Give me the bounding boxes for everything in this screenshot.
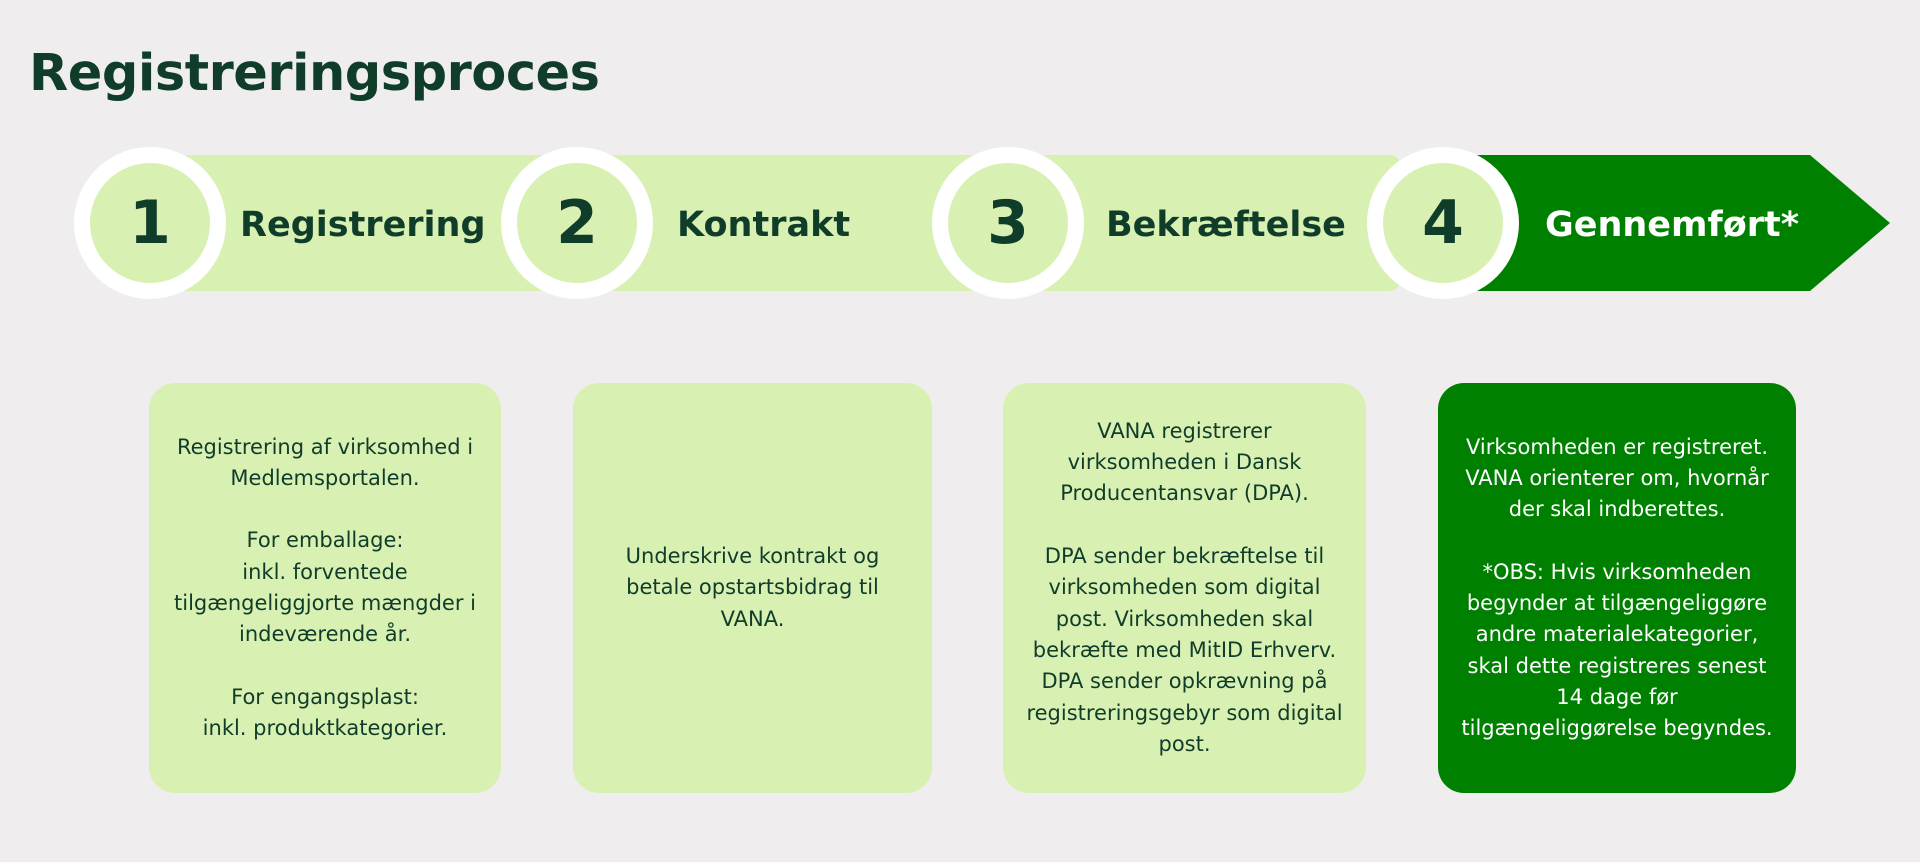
step-card-1 — [149, 383, 501, 793]
step-card-text: Registrering af virksomhed i Medlemsportalen. For emballage: inkl. forventede tilgængeliggjorte mængder i indeværende år. For engangsplast: inkl. produktkategorier. — [174, 434, 476, 741]
step-circle-4 — [1367, 147, 1519, 299]
step-circle-3 — [932, 147, 1084, 299]
step-card-4 — [1438, 383, 1796, 793]
step-card-3 — [1003, 383, 1366, 793]
step-number: 4 — [1422, 188, 1464, 258]
step-label-4: Gennemført* — [1545, 205, 1800, 245]
step-label-2: Kontrakt — [677, 205, 851, 245]
step-number: 1 — [129, 188, 171, 258]
step-number: 2 — [556, 188, 598, 258]
step-card-text: VANA registrerer virksomheden i Dansk Producentansvar (DPA). DPA sender bekræftelse til virksomheden som digital post. Virksomheden skal bekræfte med MitID Erhverv. DPA sender opkrævning på registreringsgebyr som digital post. — [1026, 418, 1343, 756]
step-label-3: Bekræftelse — [1106, 205, 1346, 245]
step-card-text: Underskrive kontrakt og betale opstartsbidrag til VANA. — [625, 544, 880, 631]
step-card-2 — [573, 383, 932, 793]
step-card-text: Virksomheden er registreret. VANA orienterer om, hvornår der skal indberettes. *OBS: Hvis virksomheden begynder at tilgængeliggøre andre materialekategorier, skal dette registreres senest 14 dage før tilgængeliggørelse begyndes. — [1461, 434, 1773, 741]
page-title: Registreringsproces — [29, 44, 600, 103]
step-circle-1 — [74, 147, 226, 299]
step-circle-2 — [501, 147, 653, 299]
step-number: 3 — [987, 188, 1029, 258]
step-label-1: Registrering — [240, 205, 486, 245]
